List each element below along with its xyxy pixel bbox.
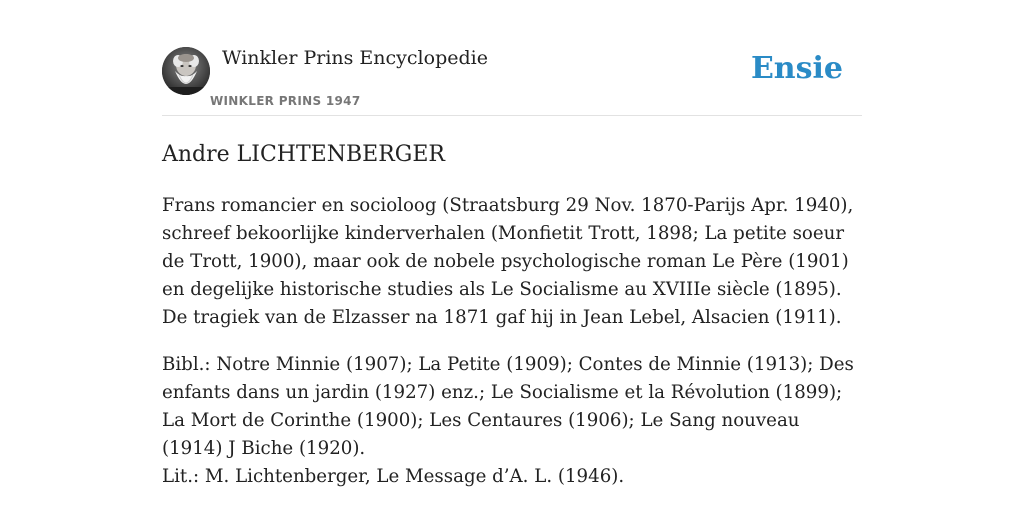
source-edition: WINKLER PRINS 1947 xyxy=(210,94,361,108)
source-header xyxy=(162,0,862,116)
brand-logo-link[interactable]: Ensie xyxy=(750,51,843,86)
page xyxy=(162,0,862,512)
source-title[interactable]: Winkler Prins Encyclopedie xyxy=(222,47,488,69)
bearded-man-portrait-icon xyxy=(162,47,210,95)
literature-paragraph: Lit.: M. Lichtenberger, Le Message d’A. L. (1946). xyxy=(162,466,625,487)
article-title: Andre LICHTENBERGER xyxy=(162,142,445,167)
avatar[interactable] xyxy=(162,47,210,95)
article-paragraph: Frans romancier en socioloog (Straatsburg 29 Nov. 1870-Parijs Apr. 1940), schreef bekoorlijke kinderverhalen (Monfietit Trott, 1898; La petite soeur de Trott, 1900), maar ook de nobele psychologische roman Le Père (1901) en degelijke historische studies als Le Socialisme au XVIIIe siècle (1895). De tragiek van de Elzasser na 1871 gaf hij in Jean Lebel, Alsacien (1911). xyxy=(162,195,854,328)
bibliography-paragraph: Bibl.: Notre Minnie (1907); La Petite (1909); Contes de Minnie (1913); Des enfants dans un jardin (1927) enz.; Le Socialisme et la Révolution (1899); La Mort de Corinthe (1900); Les Centaures (1906); Le Sang nouveau (1914) J Biche (1920). xyxy=(162,354,854,459)
